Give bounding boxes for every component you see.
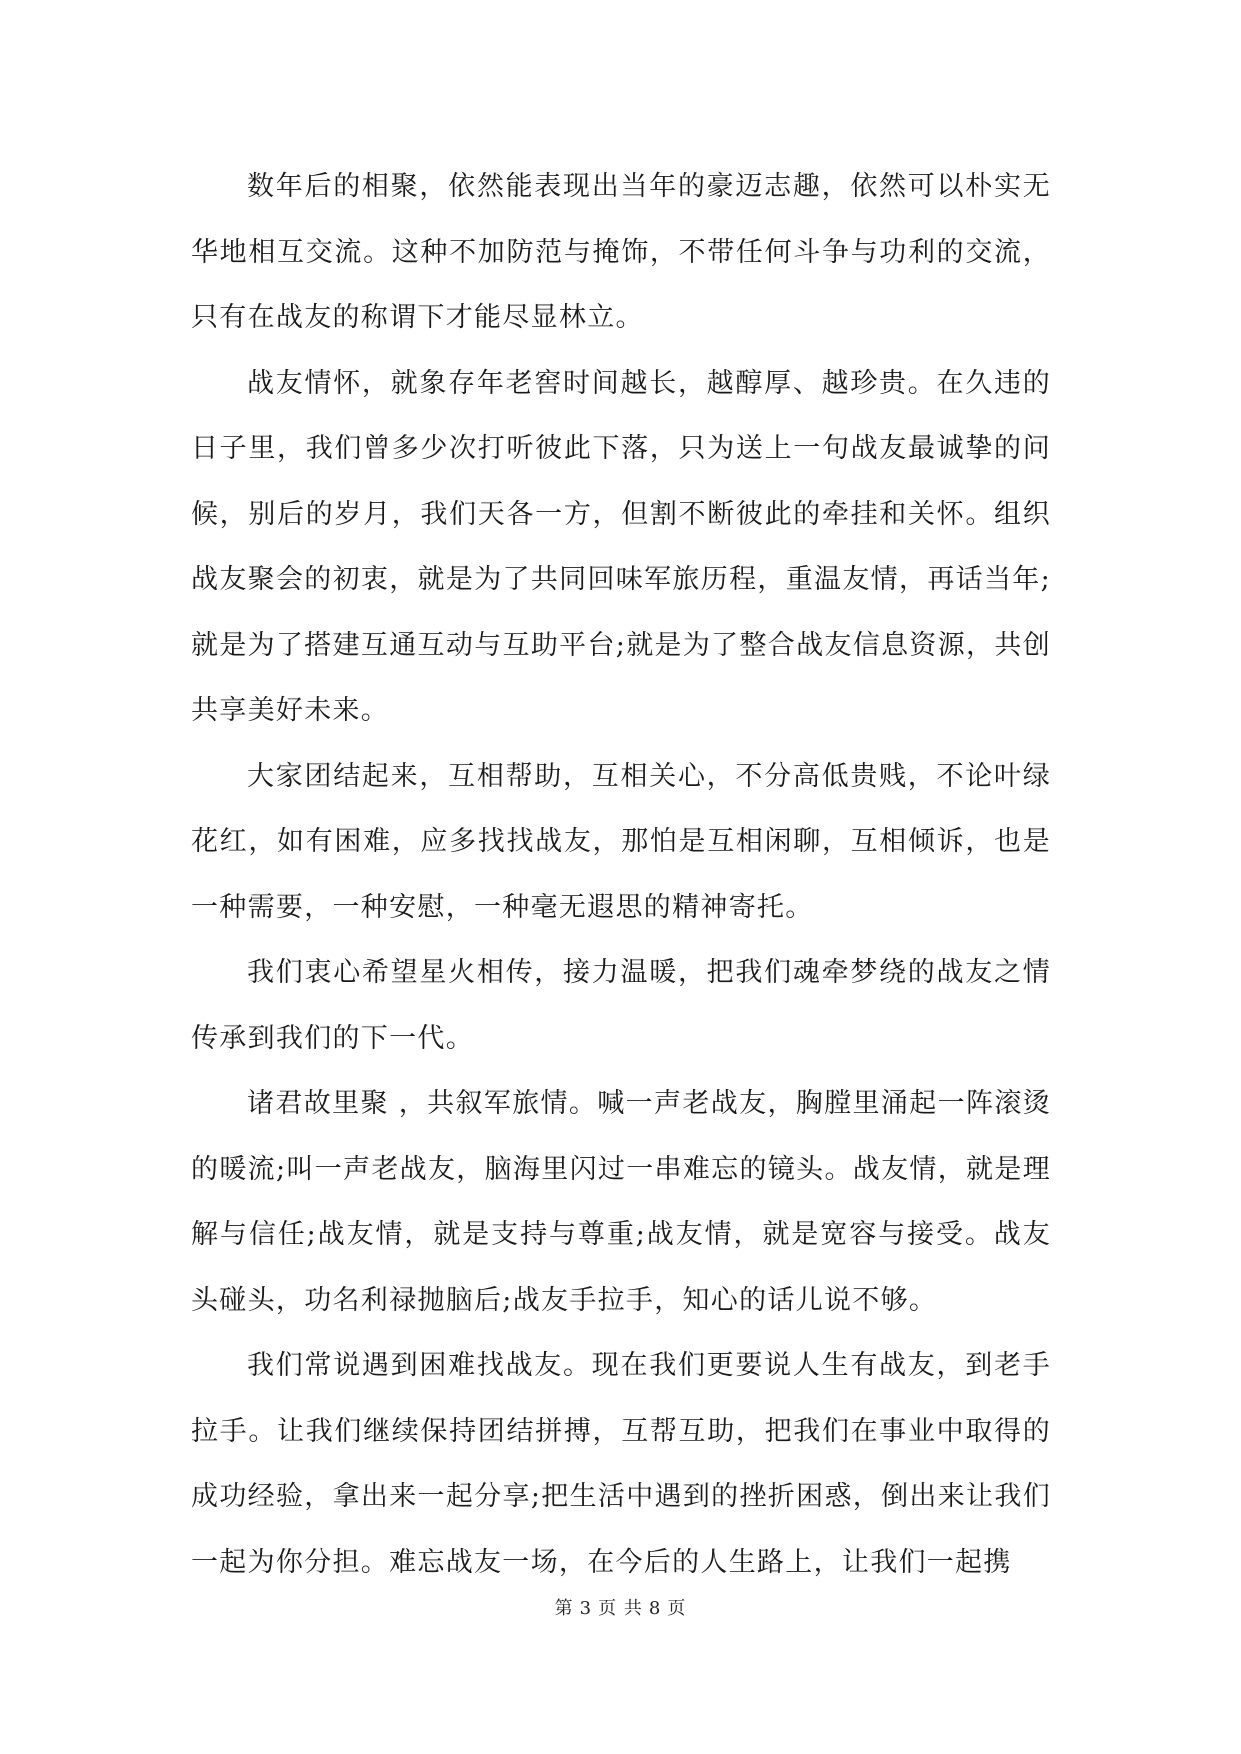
paragraph-5: 诸君故里聚 ，共叙军旅情。喊一声老战友，胸膛里涌起一阵滚烫的暖流;叫一声老战友，脑海里闪过一串难忘的镜头。战友情，就是理解与信任;战友情，就是支持与尊重;战友情，就是宽容与接受。战友头碰头，功名利禄抛脑后;战友手拉手，知心的话儿说不够。 [191,1088,1051,1316]
paragraph-6: 我们常说遇到困难找战友。现在我们更要说人生有战友，到老手拉手。让我们继续保持团结拼搏，互帮互助，把我们在事业中取得的成功经验，拿出来一起分享;把生活中遇到的挫折困惑，倒出来让我们一起为你分担。难忘战友一场，在今后的人生路上，让我们一起携 [191,1350,1051,1578]
page-label-prefix: 第 [554,1598,574,1619]
paragraph-1: 数年后的相聚，依然能表现出当年的豪迈志趣，依然可以朴实无华地相互交流。这种不加防范与掩饰，不带任何斗争与功利的交流，只有在战友的称谓下才能尽显林立。 [191,171,1051,333]
page-footer [0,1594,1241,1620]
paragraph-4: 我们衷心希望星火相传，接力温暖，把我们魂牵梦绕的战友之情传承到我们的下一代。 [191,957,1051,1054]
paragraph-3: 大家团结起来，互相帮助，互相关心，不分高低贵贱，不论叶绿花红，如有困难，应多找找战友，那怕是互相闲聊，互相倾诉，也是一种需要，一种安慰，一种毫无遐思的精神寄托。 [191,760,1051,923]
document-body [191,154,1051,1595]
paragraph-2: 战友情怀，就象存年老窖时间越长，越醇厚、越珍贵。在久违的日子里，我们曾多少次打听彼此下落，只为送上一句战友最诚挚的问候，别后的岁月，我们天各一方，但割不断彼此的牵挂和关怀。组织战友聚会的初衷，就是为了共同回味军旅历程，重温友情，再话当年;就是为了搭建互通互动与互助平台;就是为了整合战友信息资源，共创共享美好未来。 [191,367,1051,726]
total-pages-number: 8 [648,1598,662,1619]
current-page-number: 3 [579,1598,593,1619]
page-label-suffix: 页 [667,1598,687,1619]
page-label-mid: 页 共 [598,1598,643,1619]
